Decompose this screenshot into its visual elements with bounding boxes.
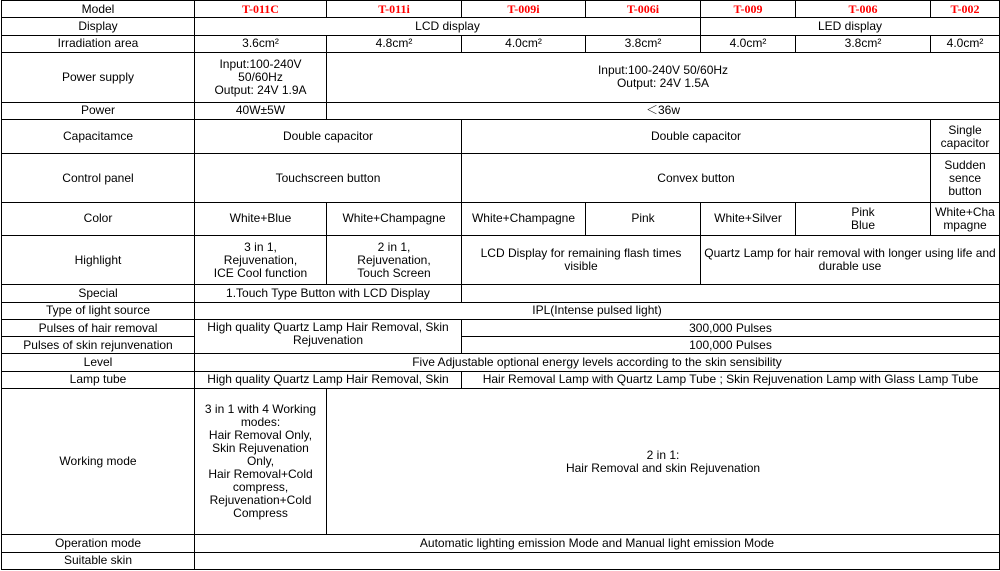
irradiation-value: 4.0cm² — [701, 35, 796, 52]
color-value: White+Blue — [195, 203, 327, 236]
row-label-capacitance: Capacitamce — [2, 119, 195, 154]
pulses-skin-row — [2, 337, 1000, 354]
control-panel-group-a: Touchscreen button — [195, 154, 462, 203]
irradiation-row — [2, 35, 1000, 52]
header-row — [2, 1, 1000, 18]
color-value: Pink Blue — [796, 203, 931, 236]
special-empty — [462, 285, 1000, 302]
power-supply-row — [2, 52, 1000, 102]
power-supply-t011c: Input:100-240V 50/60Hz Output: 24V 1.9A — [195, 52, 327, 102]
pulses-group-a: High quality Quartz Lamp Hair Removal, Skin Rejuvenation — [195, 319, 462, 354]
operation-mode-row — [2, 535, 1000, 552]
special-value: 1.Touch Type Button with LCD Display — [195, 285, 462, 302]
special-row — [2, 285, 1000, 302]
power-supply-others: Input:100-240V 50/60Hz Output: 24V 1.5A — [327, 52, 1000, 102]
row-label-lamp-tube: Lamp tube — [2, 371, 195, 388]
row-label-control-panel: Control panel — [2, 154, 195, 203]
model-t009i: T-009i — [462, 1, 586, 18]
irradiation-value: 4.0cm² — [462, 35, 586, 52]
level-row — [2, 354, 1000, 371]
power-t011c: 40W±5W — [195, 102, 327, 119]
capacitance-group-a: Double capacitor — [195, 119, 462, 154]
row-label-pulses-skin: Pulses of skin rejunvenation — [2, 337, 195, 354]
capacitance-group-b: Double capacitor — [462, 119, 931, 154]
power-others: ＜36w — [327, 102, 1000, 119]
control-panel-row — [2, 154, 1000, 203]
model-t009: T-009 — [701, 1, 796, 18]
model-t011c: T-011C — [195, 1, 327, 18]
highlight-row — [2, 235, 1000, 285]
display-led: LED display — [701, 18, 1000, 35]
working-mode-others: 2 in 1: Hair Removal and skin Rejuvenation — [327, 389, 1000, 535]
color-value: White+Champagne — [462, 203, 586, 236]
row-label-power-supply: Power supply — [2, 52, 195, 102]
highlight-t011i: 2 in 1, Rejuvenation, Touch Screen — [327, 235, 462, 285]
row-label-irradiation: Irradiation area — [2, 35, 195, 52]
working-mode-t011c: 3 in 1 with 4 Working modes: Hair Removal Only, Skin Rejuvenation Only, Hair Removal+Cold compress, Rejuvenation+Cold Compress — [195, 389, 327, 535]
irradiation-value: 3.8cm² — [796, 35, 931, 52]
control-panel-t002: Sudden sence button — [931, 154, 1000, 203]
highlight-lcd-models: LCD Display for remaining flash times visible — [462, 235, 701, 285]
row-label-color: Color — [2, 203, 195, 236]
model-t002: T-002 — [931, 1, 1000, 18]
lamp-tube-group-a: High quality Quartz Lamp Hair Removal, Skin — [195, 371, 462, 388]
working-mode-row — [2, 389, 1000, 535]
spec-table — [1, 0, 1000, 570]
light-source-row — [2, 302, 1000, 319]
display-row — [2, 18, 1000, 35]
irradiation-value: 4.0cm² — [931, 35, 1000, 52]
suitable-skin-row — [2, 552, 1000, 569]
row-label-special: Special — [2, 285, 195, 302]
operation-mode-value: Automatic lighting emission Mode and Manual light emission Mode — [195, 535, 1000, 552]
row-label-operation-mode: Operation mode — [2, 535, 195, 552]
row-label-highlight: Highlight — [2, 235, 195, 285]
capacitance-row — [2, 119, 1000, 154]
irradiation-value: 4.8cm² — [327, 35, 462, 52]
level-value: Five Adjustable optional energy levels according to the skin sensibility — [195, 354, 1000, 371]
display-lcd: LCD display — [195, 18, 701, 35]
irradiation-value: 3.8cm² — [586, 35, 701, 52]
highlight-t011c: 3 in 1, Rejuvenation, ICE Cool function — [195, 235, 327, 285]
capacitance-t002: Single capacitor — [931, 119, 1000, 154]
row-label-working-mode: Working mode — [2, 389, 195, 535]
color-value: Pink — [586, 203, 701, 236]
pulses-skin-others: 100,000 Pulses — [462, 337, 1000, 354]
pulses-hair-others: 300,000 Pulses — [462, 319, 1000, 336]
light-source-value: IPL(Intense pulsed light) — [195, 302, 1000, 319]
color-value: White+Champagne — [327, 203, 462, 236]
suitable-skin-value — [195, 552, 1000, 569]
highlight-led-models: Quartz Lamp for hair removal with longer using life and durable use — [701, 235, 1000, 285]
row-label-suitable-skin: Suitable skin — [2, 552, 195, 569]
lamp-tube-row — [2, 371, 1000, 388]
lamp-tube-others: Hair Removal Lamp with Quartz Lamp Tube ; Skin Rejuvenation Lamp with Glass Lamp Tube — [462, 371, 1000, 388]
pulses-hair-row — [2, 319, 1000, 336]
irradiation-value: 3.6cm² — [195, 35, 327, 52]
color-value: White+Silver — [701, 203, 796, 236]
row-label-display: Display — [2, 18, 195, 35]
row-label-level: Level — [2, 354, 195, 371]
color-row — [2, 203, 1000, 236]
color-value: White+Cha mpagne — [931, 203, 1000, 236]
model-t011i: T-011i — [327, 1, 462, 18]
row-label-power: Power — [2, 102, 195, 119]
control-panel-group-b: Convex button — [462, 154, 931, 203]
row-label-light-source: Type of light source — [2, 302, 195, 319]
power-row — [2, 102, 1000, 119]
model-t006: T-006 — [796, 1, 931, 18]
model-t006i: T-006i — [586, 1, 701, 18]
row-label-pulses-hair: Pulses of hair removal — [2, 319, 195, 336]
row-label-model: Model — [2, 1, 195, 18]
